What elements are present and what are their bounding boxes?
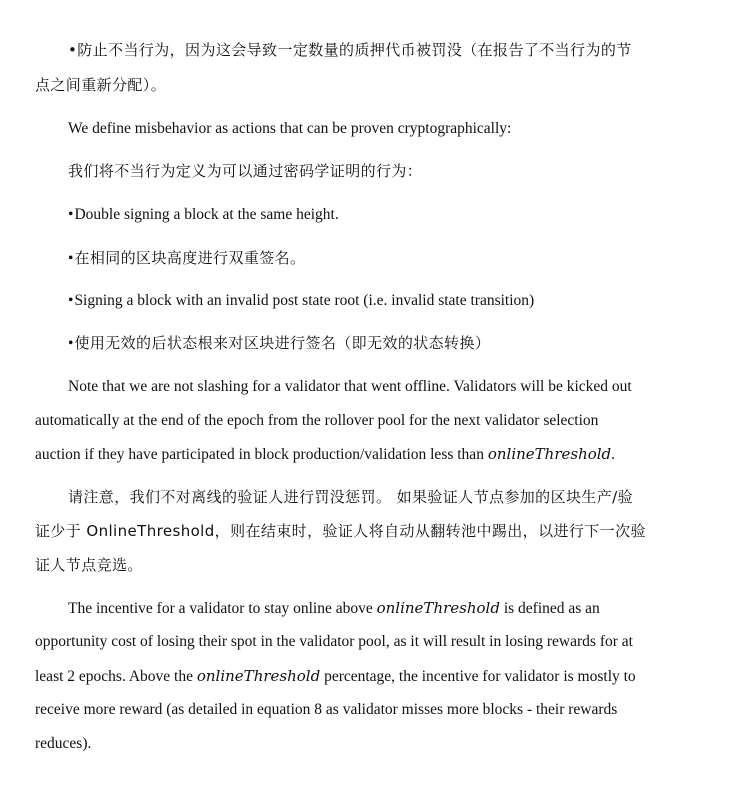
bullet-mark: • <box>68 250 74 267</box>
text-run: . <box>611 446 616 463</box>
text-run: The incentive for a validator to stay online above <box>68 600 377 617</box>
paragraph-offline-line-3 <box>35 444 615 465</box>
bullet-double-signing <box>68 205 339 225</box>
paragraph-offline-cn-line-3: 证人节点竞选。 <box>35 556 143 574</box>
math-online-threshold: onlineThreshold <box>376 599 500 617</box>
paragraph-slashing-cn-line-2: 点之间重新分配）。 <box>35 76 167 94</box>
paragraph-offline-cn-line-2: 证少于 OnlineThreshold，则在结束时，验证人将自动从翻转池中踢出，以进行下一次验 <box>35 522 646 540</box>
bullet-text: Double signing a block at the same height. <box>74 206 339 223</box>
bullet-mark: • <box>68 206 74 223</box>
math-online-threshold: onlineThreshold <box>196 667 321 685</box>
text-run: is defined as an <box>499 600 600 617</box>
paragraph-incentive-line-1 <box>68 598 600 619</box>
text-run: auction if they have participated in block production/validation less than <box>35 446 488 463</box>
paragraph-incentive-line-3 <box>35 666 636 687</box>
paragraph-incentive-line-2: opportunity cost of losing their spot in the validator pool, as it will result in losing rewards for at <box>35 633 633 650</box>
paragraph-offline-line-1: Note that we are not slashing for a validator that went offline. Validators will be kicked out <box>68 378 632 395</box>
paragraph-incentive-line-5: reduces). <box>35 735 92 752</box>
bullet-mark: • <box>68 335 74 352</box>
text-run: least 2 epochs. Above the <box>35 668 197 685</box>
bullet-mark: • <box>68 292 74 309</box>
paragraph-misbehavior-definition: We define misbehavior as actions that can be proven cryptographically: <box>68 120 512 137</box>
paragraph-misbehavior-definition-cn: 我们将不当行为定义为可以通过密码学证明的行为： <box>68 162 423 180</box>
paragraph-slashing-cn-line-1: •防止不当行为，因为这会导致一定数量的质押代币被罚没（在报告了不当行为的节 <box>68 41 632 59</box>
bullet-text: 在相同的区块高度进行双重签名。 <box>74 249 306 267</box>
math-online-threshold: onlineThreshold <box>487 445 612 463</box>
bullet-double-signing-cn <box>68 248 305 269</box>
bullet-invalid-state-root-cn <box>68 333 490 354</box>
paragraph-offline-cn-line-1: 请注意，我们不对离线的验证人进行罚没惩罚。 如果验证人节点参加的区块生产/验 <box>68 488 634 506</box>
bullet-invalid-state-root <box>68 291 534 311</box>
text-run: percentage, the incentive for validator is mostly to <box>320 668 636 685</box>
paragraph-offline-line-2: automatically at the end of the epoch from the rollover pool for the next validator selection <box>35 412 599 429</box>
paragraph-incentive-line-4: receive more reward (as detailed in equation 8 as validator misses more blocks - their rewards <box>35 701 618 718</box>
bullet-text: Signing a block with an invalid post state root (i.e. invalid state transition) <box>74 292 535 309</box>
bullet-text: 使用无效的后状态根来对区块进行签名（即无效的状态转换） <box>74 334 491 352</box>
